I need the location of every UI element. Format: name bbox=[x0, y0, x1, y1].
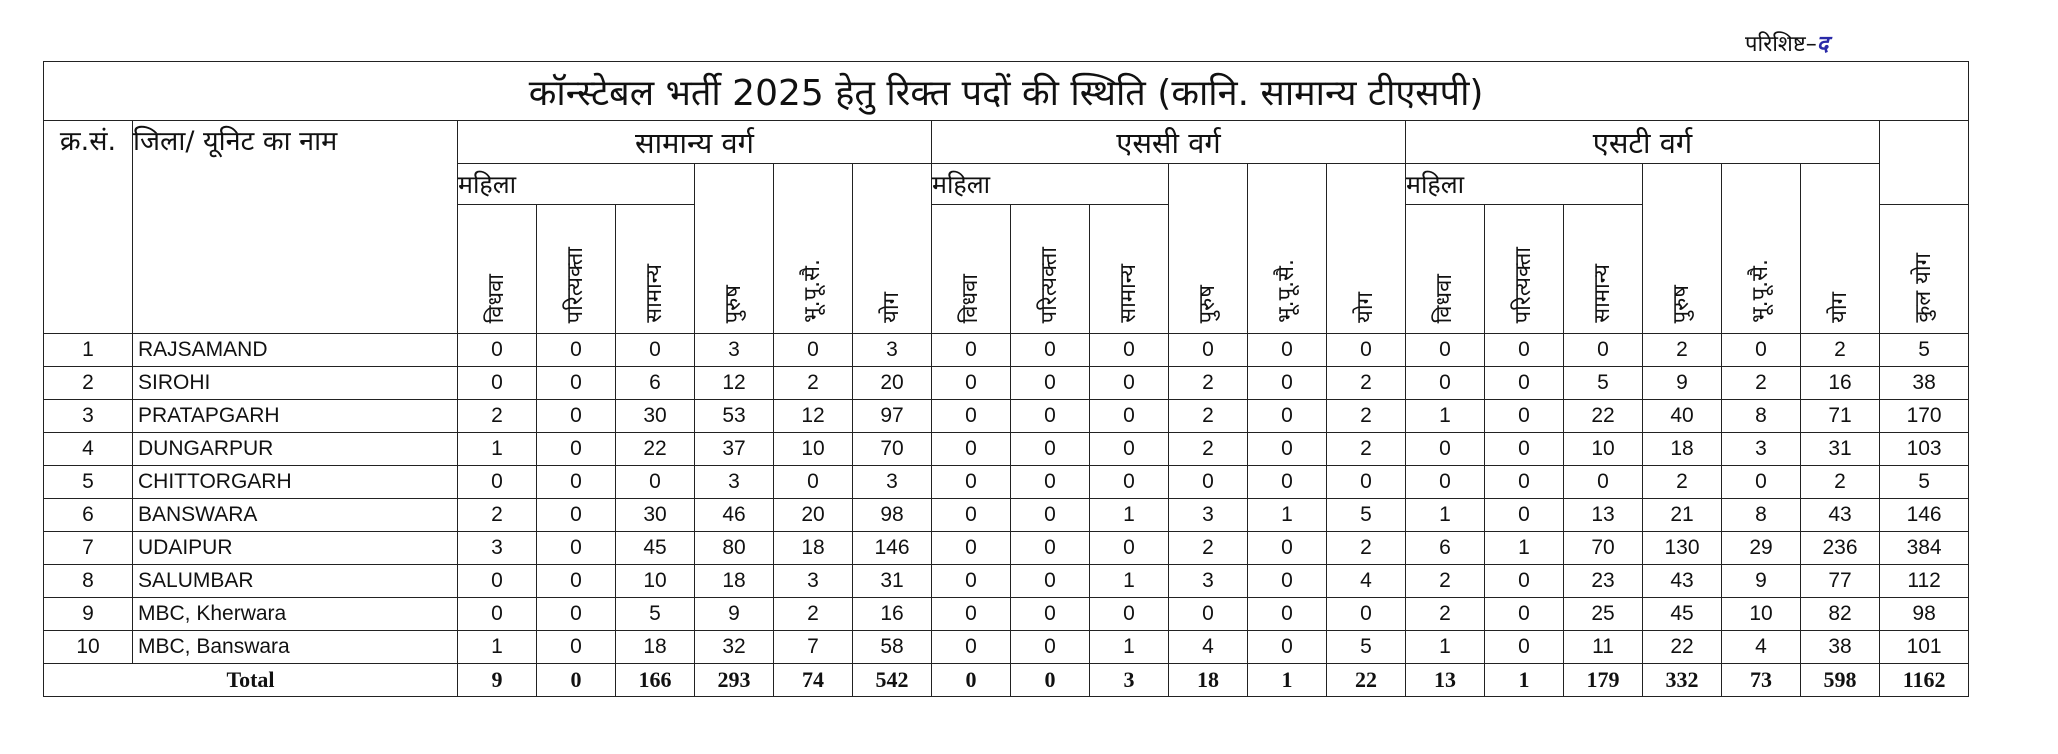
row-value-cell: 40 bbox=[1643, 400, 1722, 433]
row-value-cell: 20 bbox=[774, 499, 853, 532]
row-value-cell: 1 bbox=[1248, 499, 1327, 532]
table-row bbox=[44, 631, 1969, 664]
row-value-cell: 2 bbox=[1801, 334, 1880, 367]
row-value-cell: 0 bbox=[537, 433, 616, 466]
row-value-cell: 0 bbox=[1485, 631, 1564, 664]
header-parityakta-st bbox=[1485, 205, 1564, 334]
row-value-cell: 0 bbox=[1485, 400, 1564, 433]
total-value-cell: 3 bbox=[1090, 664, 1169, 697]
row-sr-cell: 4 bbox=[44, 433, 133, 466]
total-value-cell: 74 bbox=[774, 664, 853, 697]
row-value-cell: 5 bbox=[616, 598, 695, 631]
row-value-cell: 1 bbox=[1406, 631, 1485, 664]
header-blank bbox=[1880, 121, 1969, 205]
row-value-cell: 0 bbox=[1248, 532, 1327, 565]
row-value-cell: 10 bbox=[616, 565, 695, 598]
row-value-cell: 23 bbox=[1564, 565, 1643, 598]
header-purush-general bbox=[695, 164, 774, 334]
table-title: कॉन्स्टेबल भर्ती 2025 हेतु रिक्त पदों की स्थिति (कानि. सामान्य टीएसपी) bbox=[44, 62, 1969, 121]
header-purush-label: पुरुष bbox=[1195, 284, 1220, 323]
table-row bbox=[44, 334, 1969, 367]
row-value-cell: 146 bbox=[1880, 499, 1969, 532]
row-value-cell: 0 bbox=[1248, 334, 1327, 367]
header-parityakta-label: परित्यक्ता bbox=[1511, 246, 1536, 323]
row-value-cell: 29 bbox=[1722, 532, 1801, 565]
header-yog-general bbox=[853, 164, 932, 334]
table-row bbox=[44, 367, 1969, 400]
total-value-cell: 166 bbox=[616, 664, 695, 697]
row-value-cell: 0 bbox=[1327, 598, 1406, 631]
row-value-cell: 0 bbox=[537, 334, 616, 367]
row-value-cell: 0 bbox=[932, 499, 1011, 532]
row-value-cell: 22 bbox=[1564, 400, 1643, 433]
row-value-cell: 38 bbox=[1801, 631, 1880, 664]
header-st: एसटी वर्ग bbox=[1406, 121, 1880, 164]
row-value-cell: 0 bbox=[1485, 466, 1564, 499]
header-samanya-st bbox=[1564, 205, 1643, 334]
row-value-cell: 2 bbox=[1406, 565, 1485, 598]
header-mahila-general: महिला bbox=[458, 164, 695, 205]
row-value-cell: 53 bbox=[695, 400, 774, 433]
row-value-cell: 38 bbox=[1880, 367, 1969, 400]
row-district-cell: SIROHI bbox=[133, 367, 458, 400]
row-value-cell: 0 bbox=[1248, 433, 1327, 466]
total-value-cell: 0 bbox=[932, 664, 1011, 697]
row-district-cell: SALUMBAR bbox=[133, 565, 458, 598]
row-value-cell: 0 bbox=[1011, 631, 1090, 664]
row-district-cell: UDAIPUR bbox=[133, 532, 458, 565]
header-exsm-general bbox=[774, 164, 853, 334]
header-exsm-label: भू.पू.सै. bbox=[800, 259, 825, 323]
header-grand-total bbox=[1880, 205, 1969, 334]
header-yog-label: योग bbox=[1827, 292, 1852, 323]
row-value-cell: 0 bbox=[537, 367, 616, 400]
row-value-cell: 0 bbox=[1011, 400, 1090, 433]
header-samanya-label: सामान्य bbox=[642, 264, 667, 323]
row-value-cell: 5 bbox=[1880, 334, 1969, 367]
row-value-cell: 2 bbox=[1169, 433, 1248, 466]
row-value-cell: 0 bbox=[1011, 466, 1090, 499]
appendix-text: परिशिष्ट– bbox=[1745, 32, 1817, 57]
row-value-cell: 0 bbox=[1406, 334, 1485, 367]
header-vidhwa-sc bbox=[932, 205, 1011, 334]
row-value-cell: 31 bbox=[1801, 433, 1880, 466]
row-value-cell: 3 bbox=[695, 466, 774, 499]
row-district-cell: BANSWARA bbox=[133, 499, 458, 532]
row-value-cell: 6 bbox=[1406, 532, 1485, 565]
appendix-label bbox=[1745, 30, 1905, 60]
row-value-cell: 22 bbox=[616, 433, 695, 466]
row-sr-cell: 6 bbox=[44, 499, 133, 532]
table-row bbox=[44, 466, 1969, 499]
row-value-cell: 97 bbox=[853, 400, 932, 433]
header-yog-sc bbox=[1327, 164, 1406, 334]
row-value-cell: 45 bbox=[1643, 598, 1722, 631]
row-value-cell: 32 bbox=[695, 631, 774, 664]
header-parityakta-sc bbox=[1011, 205, 1090, 334]
row-value-cell: 0 bbox=[1722, 466, 1801, 499]
header-exsm-label: भू.पू.सै. bbox=[1748, 259, 1773, 323]
row-value-cell: 2 bbox=[458, 499, 537, 532]
row-value-cell: 0 bbox=[537, 565, 616, 598]
row-value-cell: 82 bbox=[1801, 598, 1880, 631]
header-purush-label: पुरुष bbox=[721, 284, 746, 323]
row-value-cell: 1 bbox=[458, 631, 537, 664]
total-value-cell: 1162 bbox=[1880, 664, 1969, 697]
row-value-cell: 0 bbox=[1090, 466, 1169, 499]
row-value-cell: 2 bbox=[1169, 367, 1248, 400]
row-value-cell: 46 bbox=[695, 499, 774, 532]
row-value-cell: 43 bbox=[1801, 499, 1880, 532]
header-yog-st bbox=[1801, 164, 1880, 334]
row-value-cell: 103 bbox=[1880, 433, 1969, 466]
row-district-cell: RAJSAMAND bbox=[133, 334, 458, 367]
row-value-cell: 0 bbox=[537, 466, 616, 499]
row-value-cell: 0 bbox=[1485, 565, 1564, 598]
row-value-cell: 9 bbox=[1722, 565, 1801, 598]
row-value-cell: 0 bbox=[1564, 466, 1643, 499]
total-label-cell: Total bbox=[44, 664, 458, 697]
row-value-cell: 0 bbox=[1248, 466, 1327, 499]
table-row bbox=[44, 400, 1969, 433]
row-value-cell: 0 bbox=[1564, 334, 1643, 367]
row-value-cell: 0 bbox=[537, 598, 616, 631]
row-value-cell: 0 bbox=[1090, 367, 1169, 400]
total-value-cell: 9 bbox=[458, 664, 537, 697]
row-value-cell: 0 bbox=[1485, 499, 1564, 532]
table-row bbox=[44, 499, 1969, 532]
row-value-cell: 10 bbox=[1722, 598, 1801, 631]
row-value-cell: 0 bbox=[458, 565, 537, 598]
row-value-cell: 0 bbox=[1090, 598, 1169, 631]
row-value-cell: 170 bbox=[1880, 400, 1969, 433]
row-value-cell: 37 bbox=[695, 433, 774, 466]
total-value-cell: 332 bbox=[1643, 664, 1722, 697]
header-vidhwa-label: विधवा bbox=[484, 273, 509, 323]
row-value-cell: 2 bbox=[1643, 466, 1722, 499]
row-value-cell: 5 bbox=[1564, 367, 1643, 400]
row-value-cell: 12 bbox=[774, 400, 853, 433]
row-value-cell: 0 bbox=[1011, 334, 1090, 367]
row-sr-cell: 1 bbox=[44, 334, 133, 367]
row-value-cell: 0 bbox=[458, 367, 537, 400]
row-value-cell: 0 bbox=[1248, 631, 1327, 664]
row-value-cell: 0 bbox=[458, 466, 537, 499]
row-value-cell: 0 bbox=[1011, 598, 1090, 631]
row-value-cell: 0 bbox=[932, 400, 1011, 433]
vacancy-table bbox=[43, 61, 1969, 697]
row-sr-cell: 3 bbox=[44, 400, 133, 433]
row-value-cell: 0 bbox=[932, 598, 1011, 631]
table-body bbox=[44, 334, 1969, 697]
total-row bbox=[44, 664, 1969, 697]
total-value-cell: 13 bbox=[1406, 664, 1485, 697]
row-value-cell: 2 bbox=[1169, 532, 1248, 565]
row-value-cell: 0 bbox=[1169, 598, 1248, 631]
row-value-cell: 3 bbox=[853, 334, 932, 367]
header-parityakta-label: परित्यक्ता bbox=[1037, 246, 1062, 323]
row-value-cell: 18 bbox=[774, 532, 853, 565]
row-value-cell: 0 bbox=[1011, 565, 1090, 598]
header-grand-total-label: कुल योग bbox=[1911, 253, 1937, 323]
total-value-cell: 598 bbox=[1801, 664, 1880, 697]
row-value-cell: 10 bbox=[1564, 433, 1643, 466]
row-value-cell: 2 bbox=[1406, 598, 1485, 631]
row-value-cell: 1 bbox=[458, 433, 537, 466]
row-value-cell: 0 bbox=[1485, 367, 1564, 400]
row-district-cell: MBC, Kherwara bbox=[133, 598, 458, 631]
row-value-cell: 0 bbox=[1406, 433, 1485, 466]
row-sr-cell: 9 bbox=[44, 598, 133, 631]
header-samanya-sc bbox=[1090, 205, 1169, 334]
row-value-cell: 4 bbox=[1169, 631, 1248, 664]
row-value-cell: 3 bbox=[1169, 499, 1248, 532]
header-samanya-label: सामान्य bbox=[1590, 264, 1615, 323]
row-value-cell: 3 bbox=[1169, 565, 1248, 598]
row-value-cell: 0 bbox=[932, 334, 1011, 367]
row-value-cell: 0 bbox=[1169, 334, 1248, 367]
row-value-cell: 5 bbox=[1880, 466, 1969, 499]
row-district-cell: PRATAPGARH bbox=[133, 400, 458, 433]
row-value-cell: 1 bbox=[1406, 499, 1485, 532]
row-sr-cell: 2 bbox=[44, 367, 133, 400]
row-value-cell: 2 bbox=[1327, 532, 1406, 565]
row-value-cell: 1 bbox=[1090, 631, 1169, 664]
row-value-cell: 30 bbox=[616, 400, 695, 433]
row-value-cell: 0 bbox=[1011, 433, 1090, 466]
row-value-cell: 18 bbox=[616, 631, 695, 664]
row-value-cell: 1 bbox=[1090, 499, 1169, 532]
row-value-cell: 0 bbox=[1011, 367, 1090, 400]
row-value-cell: 3 bbox=[458, 532, 537, 565]
row-value-cell: 43 bbox=[1643, 565, 1722, 598]
row-value-cell: 0 bbox=[537, 631, 616, 664]
row-value-cell: 0 bbox=[537, 532, 616, 565]
row-value-cell: 0 bbox=[1406, 466, 1485, 499]
table-row bbox=[44, 565, 1969, 598]
row-value-cell: 0 bbox=[1722, 334, 1801, 367]
header-samanya-general bbox=[616, 205, 695, 334]
row-value-cell: 0 bbox=[1090, 532, 1169, 565]
row-value-cell: 130 bbox=[1643, 532, 1722, 565]
row-value-cell: 30 bbox=[616, 499, 695, 532]
header-vidhwa-st bbox=[1406, 205, 1485, 334]
total-value-cell: 73 bbox=[1722, 664, 1801, 697]
row-value-cell: 10 bbox=[774, 433, 853, 466]
header-general: सामान्य वर्ग bbox=[458, 121, 932, 164]
row-value-cell: 384 bbox=[1880, 532, 1969, 565]
row-value-cell: 77 bbox=[1801, 565, 1880, 598]
total-value-cell: 179 bbox=[1564, 664, 1643, 697]
row-value-cell: 0 bbox=[1090, 400, 1169, 433]
row-value-cell: 0 bbox=[1485, 598, 1564, 631]
header-exsm-label: भू.पू.सै. bbox=[1274, 259, 1299, 323]
row-value-cell: 0 bbox=[932, 565, 1011, 598]
row-value-cell: 0 bbox=[616, 334, 695, 367]
header-mahila-st: महिला bbox=[1406, 164, 1643, 205]
row-value-cell: 101 bbox=[1880, 631, 1969, 664]
row-value-cell: 5 bbox=[1327, 631, 1406, 664]
row-value-cell: 70 bbox=[1564, 532, 1643, 565]
table-row bbox=[44, 433, 1969, 466]
row-value-cell: 9 bbox=[1643, 367, 1722, 400]
row-value-cell: 2 bbox=[774, 367, 853, 400]
row-value-cell: 1 bbox=[1485, 532, 1564, 565]
row-value-cell: 20 bbox=[853, 367, 932, 400]
row-value-cell: 9 bbox=[695, 598, 774, 631]
row-value-cell: 2 bbox=[1169, 400, 1248, 433]
row-value-cell: 0 bbox=[1327, 466, 1406, 499]
row-district-cell: DUNGARPUR bbox=[133, 433, 458, 466]
row-value-cell: 98 bbox=[1880, 598, 1969, 631]
row-value-cell: 0 bbox=[1248, 400, 1327, 433]
row-value-cell: 5 bbox=[1327, 499, 1406, 532]
row-value-cell: 18 bbox=[695, 565, 774, 598]
total-value-cell: 1 bbox=[1248, 664, 1327, 697]
row-value-cell: 0 bbox=[1011, 532, 1090, 565]
row-value-cell: 0 bbox=[616, 466, 695, 499]
row-value-cell: 2 bbox=[1327, 433, 1406, 466]
row-value-cell: 4 bbox=[1327, 565, 1406, 598]
table-row bbox=[44, 532, 1969, 565]
total-value-cell: 0 bbox=[537, 664, 616, 697]
row-sr-cell: 7 bbox=[44, 532, 133, 565]
row-value-cell: 3 bbox=[695, 334, 774, 367]
total-value-cell: 1 bbox=[1485, 664, 1564, 697]
row-value-cell: 2 bbox=[1722, 367, 1801, 400]
row-value-cell: 112 bbox=[1880, 565, 1969, 598]
total-value-cell: 18 bbox=[1169, 664, 1248, 697]
header-parityakta-label: परित्यक्ता bbox=[563, 246, 588, 323]
row-value-cell: 0 bbox=[1485, 334, 1564, 367]
row-value-cell: 8 bbox=[1722, 400, 1801, 433]
row-value-cell: 0 bbox=[1248, 367, 1327, 400]
row-value-cell: 0 bbox=[932, 466, 1011, 499]
row-value-cell: 2 bbox=[1643, 334, 1722, 367]
row-value-cell: 8 bbox=[1722, 499, 1801, 532]
row-value-cell: 0 bbox=[932, 433, 1011, 466]
row-value-cell: 2 bbox=[1327, 400, 1406, 433]
total-value-cell: 22 bbox=[1327, 664, 1406, 697]
row-value-cell: 0 bbox=[1090, 433, 1169, 466]
header-parityakta-general bbox=[537, 205, 616, 334]
total-value-cell: 0 bbox=[1011, 664, 1090, 697]
row-value-cell: 16 bbox=[853, 598, 932, 631]
total-value-cell: 542 bbox=[853, 664, 932, 697]
header-mahila-sc: महिला bbox=[932, 164, 1169, 205]
row-value-cell: 0 bbox=[1090, 334, 1169, 367]
row-value-cell: 0 bbox=[932, 631, 1011, 664]
row-value-cell: 236 bbox=[1801, 532, 1880, 565]
row-value-cell: 4 bbox=[1722, 631, 1801, 664]
row-value-cell: 0 bbox=[537, 400, 616, 433]
row-value-cell: 2 bbox=[1801, 466, 1880, 499]
row-sr-cell: 10 bbox=[44, 631, 133, 664]
table-row bbox=[44, 598, 1969, 631]
row-value-cell: 0 bbox=[774, 334, 853, 367]
row-value-cell: 1 bbox=[1406, 400, 1485, 433]
row-value-cell: 0 bbox=[774, 466, 853, 499]
header-district: जिला/ यूनिट का नाम bbox=[133, 121, 458, 334]
row-value-cell: 22 bbox=[1643, 631, 1722, 664]
row-value-cell: 3 bbox=[853, 466, 932, 499]
row-value-cell: 25 bbox=[1564, 598, 1643, 631]
header-exsm-sc bbox=[1248, 164, 1327, 334]
row-district-cell: CHITTORGARH bbox=[133, 466, 458, 499]
row-value-cell: 58 bbox=[853, 631, 932, 664]
row-value-cell: 2 bbox=[774, 598, 853, 631]
row-value-cell: 18 bbox=[1643, 433, 1722, 466]
header-vidhwa-general bbox=[458, 205, 537, 334]
row-value-cell: 0 bbox=[458, 334, 537, 367]
row-value-cell: 2 bbox=[458, 400, 537, 433]
row-sr-cell: 8 bbox=[44, 565, 133, 598]
row-value-cell: 0 bbox=[1327, 334, 1406, 367]
header-exsm-st bbox=[1722, 164, 1801, 334]
row-value-cell: 0 bbox=[1248, 565, 1327, 598]
row-value-cell: 0 bbox=[1169, 466, 1248, 499]
row-value-cell: 45 bbox=[616, 532, 695, 565]
row-value-cell: 3 bbox=[774, 565, 853, 598]
header-purush-st bbox=[1643, 164, 1722, 334]
row-value-cell: 98 bbox=[853, 499, 932, 532]
row-value-cell: 16 bbox=[1801, 367, 1880, 400]
row-value-cell: 0 bbox=[1406, 367, 1485, 400]
row-value-cell: 21 bbox=[1643, 499, 1722, 532]
row-district-cell: MBC, Banswara bbox=[133, 631, 458, 664]
row-value-cell: 71 bbox=[1801, 400, 1880, 433]
row-value-cell: 80 bbox=[695, 532, 774, 565]
appendix-mark: द bbox=[1816, 32, 1829, 57]
row-value-cell: 0 bbox=[932, 367, 1011, 400]
row-value-cell: 11 bbox=[1564, 631, 1643, 664]
row-value-cell: 0 bbox=[1248, 598, 1327, 631]
row-value-cell: 13 bbox=[1564, 499, 1643, 532]
row-value-cell: 6 bbox=[616, 367, 695, 400]
row-value-cell: 7 bbox=[774, 631, 853, 664]
row-value-cell: 0 bbox=[458, 598, 537, 631]
header-vidhwa-label: विधवा bbox=[958, 273, 983, 323]
row-value-cell: 0 bbox=[932, 532, 1011, 565]
row-value-cell: 70 bbox=[853, 433, 932, 466]
header-yog-label: योग bbox=[1353, 292, 1378, 323]
row-sr-cell: 5 bbox=[44, 466, 133, 499]
row-value-cell: 12 bbox=[695, 367, 774, 400]
header-sr: क्र.सं. bbox=[44, 121, 133, 334]
header-samanya-label: सामान्य bbox=[1116, 264, 1141, 323]
row-value-cell: 0 bbox=[1485, 433, 1564, 466]
row-value-cell: 1 bbox=[1090, 565, 1169, 598]
row-value-cell: 146 bbox=[853, 532, 932, 565]
header-purush-label: पुरुष bbox=[1669, 284, 1694, 323]
header-vidhwa-label: विधवा bbox=[1432, 273, 1457, 323]
row-value-cell: 0 bbox=[537, 499, 616, 532]
row-value-cell: 2 bbox=[1327, 367, 1406, 400]
row-value-cell: 31 bbox=[853, 565, 932, 598]
header-sc: एससी वर्ग bbox=[932, 121, 1406, 164]
total-value-cell: 293 bbox=[695, 664, 774, 697]
row-value-cell: 3 bbox=[1722, 433, 1801, 466]
row-value-cell: 0 bbox=[1011, 499, 1090, 532]
header-purush-sc bbox=[1169, 164, 1248, 334]
header-yog-label: योग bbox=[879, 292, 904, 323]
